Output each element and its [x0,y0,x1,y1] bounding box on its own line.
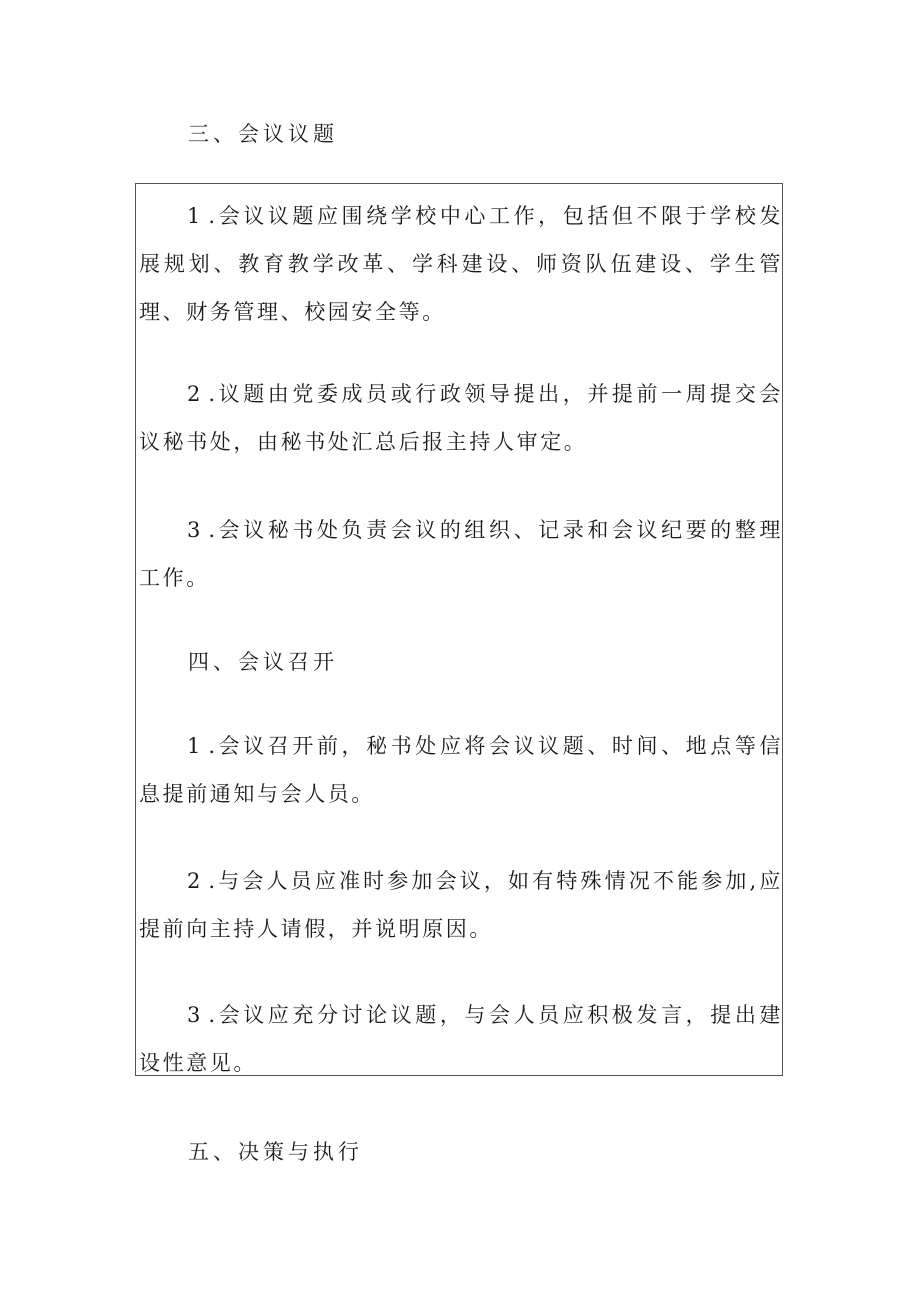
paragraph-number: 3 [187,1003,209,1027]
paragraph-text: .议题由党委成员或行政领导提出，并提前一周提交会议秘书处，由秘书处汇总后报主持人审定。 [139,382,783,454]
paragraph-text: .会议议题应围绕学校中心工作，包括但不限于学校发展规划、教育教学改革、学科建设、师资队伍建设、学生管理、财务管理、校园安全等。 [139,204,783,324]
section-heading-meeting-topics: 三、会议议题 [188,122,338,146]
paragraph-text: .会议秘书处负责会议的组织、记录和会议纪要的整理工作。 [139,518,783,590]
paragraph-topics-3 [139,506,783,602]
paragraph-text: .与会人员应准时参加会议，如有特殊情况不能参加,应提前向主持人请假，并说明原因。 [139,869,783,941]
section-heading-decision-execution: 五、决策与执行 [188,1140,363,1164]
paragraph-text: .会议应充分讨论议题，与会人员应积极发言，提出建设性意见。 [139,1003,783,1075]
paragraph-topics-2 [139,370,783,466]
paragraph-text: .会议召开前，秘书处应将会议议题、时间、地点等信息提前通知与会人员。 [139,734,783,806]
paragraph-convening-1 [139,722,783,818]
paragraph-number: 3 [187,518,209,542]
paragraph-number: 2 [187,382,209,406]
paragraph-convening-2 [139,857,783,953]
paragraph-convening-3 [139,991,783,1087]
paragraph-topics-1 [139,192,783,336]
paragraph-number: 2 [187,869,209,893]
paragraph-number: 1 [187,204,209,228]
section-heading-meeting-convening: 四、会议召开 [188,650,338,674]
paragraph-number: 1 [187,734,209,758]
